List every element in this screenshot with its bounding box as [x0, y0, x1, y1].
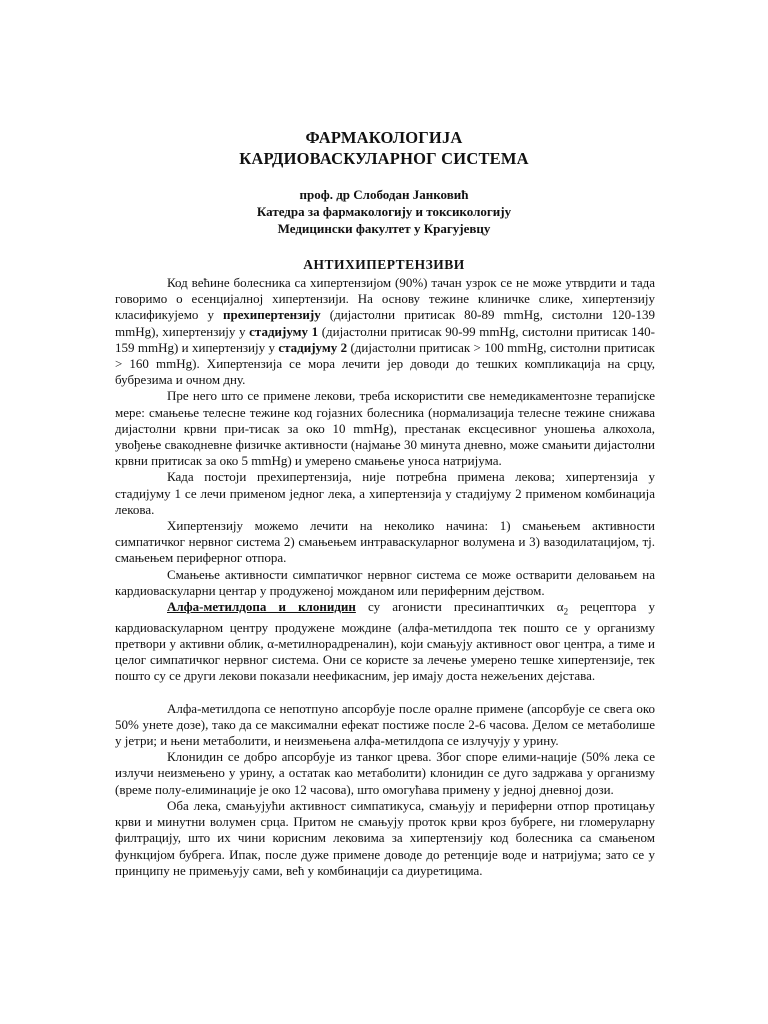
text: (дијастолни притисак 80-89 mmHg, систолни 120-139 mmHg), хипертензију у [115, 307, 655, 339]
document-header [0, 127, 768, 273]
term-prehypertension: прехипертензију [222, 307, 321, 323]
term-stage-1: стадијуму 1 [249, 323, 319, 339]
paragraph-9: Оба лека, смањујући активност симпатикуса, смањују и периферни отпор протицању крви и минутни волумен срца. Притом не смањују проток крви кроз бубреге, ни гломеруларну филтрацију, што их чини корисним лековима за хипертензију код болесника са смањеном функцијом бубрега. Ипак, после дуже примене доводе до ретенције воде и натријума; зато се у принципу не примењују сами, већ у комбинацији са диуретицима. [115, 797, 655, 878]
section-heading: АНТИХИПЕРТЕНЗИВИ [303, 257, 465, 272]
department: Катедра за фармакологију и токсикологију [256, 204, 512, 219]
text: (дијастолни притисак 90-99 mmHg, систолни притисак 140-159 mmHg) и хипертензију у [115, 323, 655, 355]
paragraph-5: Смањење активности симпатичког нервног система се може остварити деловањем на кардиоваскуларни центар у продуженој можданом или периферним дејством. [115, 566, 655, 598]
text: су агонисти пресинаптичких α [355, 599, 564, 615]
text: Код већине болесника са хипертензијом (90%) тачан узрок се не може утврдити и тада говоримо о есенцијалној хипертензији. На основу тежине клиничке слике, хипертензију класификујемо у [115, 275, 655, 323]
paragraph-7: Алфа-метилдопа се непотпуно апсорбује после оралне примене (апсорбује се свега око 50% унете дозе), тако да се максимални ефекат постиже после 2-6 часова. Делом се метаболише у јетри; и њени метаболити, и неизмењена алфа-метилдопа се излучују у урину. [115, 700, 655, 749]
title-line-2: КАРДИОВАСКУЛАРНОГ СИСТЕМА [239, 149, 529, 168]
paragraph-4: Хипертензију можемо лечити на неколико начина: 1) смањењем активности симпатичког нервног система 2) смањењем интраваскуларног волумена и 3) вазодилатацијом, тј. смањењем периферног отпора. [115, 518, 655, 566]
paragraph-6 [115, 599, 655, 685]
subscript: 2 [563, 606, 569, 617]
term-alpha-methyldopa-clonidine: Алфа-метилдопа и клонидин [167, 599, 356, 615]
title-line-1: ФАРМАКОЛОГИЈА [305, 128, 463, 147]
paragraph-1 [115, 275, 655, 388]
document-body [115, 275, 655, 879]
text: (дијастолни притисак > 100 mmHg, систолни притисак > 160 mmHg). Хипертензија се мора лечити јер доводи до тешких компликација на срцу, бубрезима и очном дну. [115, 339, 655, 388]
author-block [0, 186, 768, 237]
paragraph-2: Пре него што се примене лекови, треба искористити све немедикаментозне терапијске мере: смањење телесне тежине код гојазних болесника (нормализација телесне тежине снижава дијастолни крвни при-тисак за око 10 mmHg), престанак ексцесивног уношења алкохола, увођење свакодневне физичке активности (најмање 30 минута дневно, може смањити дијастолни крвни притисак за око 5 mmHg) и умерено смањење уноса натријума. [115, 388, 655, 469]
paragraph-8: Клонидин се добро апсорбује из танког црева. Због споре елими-нације (50% лека се излучи неизмењено у урину, а остатак као метаболити) клонидин се дуго задржава у организму (време полу-елиминације је око 12 часова), што омогућава примену у једној дневној дози. [115, 749, 655, 797]
faculty: Медицински факултет у Крагујевцу [277, 221, 491, 236]
text: рецептора у кардиоваскуларном центру продужене мождине (алфа-метилдопа тек пошто се у организму претвори у активни облик, α-метилнорадреналин), који смањују активност овог центра, а тиме и целог симпатичког нервног система. Они се користе за лечење умерено тешке хипертензије, тек пошто су се други лекови показали неефикасним, јер имају доста нежељених дејстава. [115, 599, 656, 684]
term-stage-2: стадијуму 2 [278, 339, 348, 355]
author-name: проф. др Слободан Јанковић [299, 187, 469, 202]
paragraph-3: Када постоји прехипертензија, није потребна примена лекова; хипертензија у стадијуму 1 се лечи применом једног лека, а хипертензија у стадијуму 2 применом комбинација лекова. [115, 469, 655, 517]
